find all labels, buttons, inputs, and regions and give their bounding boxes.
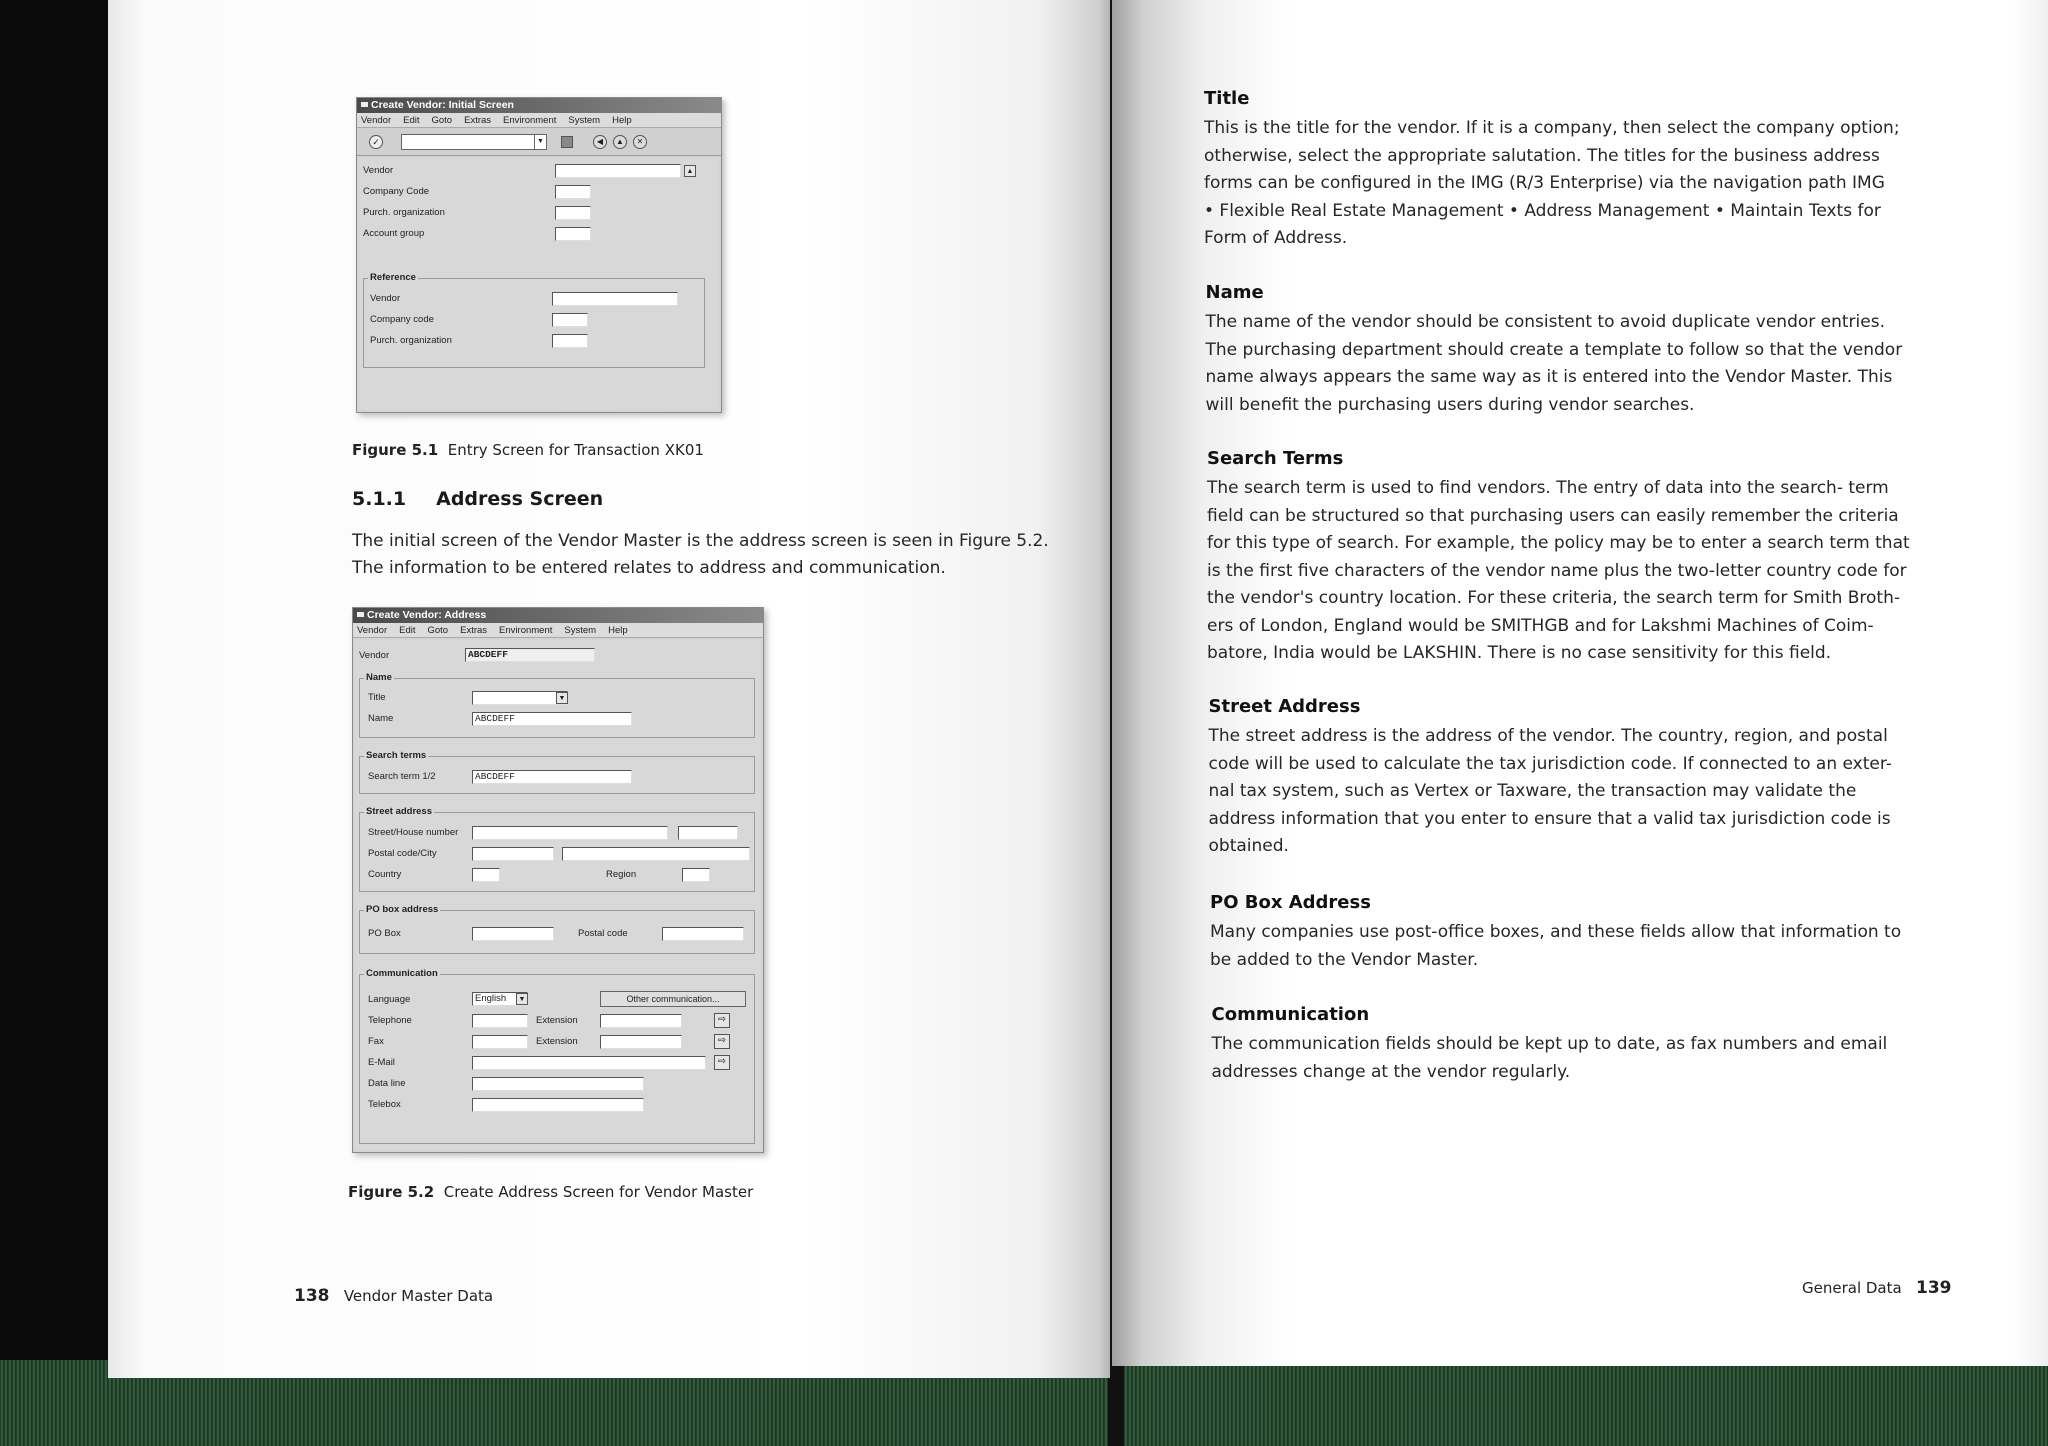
paragraph-line: • Flexible Real Estate Management • Address Management • Maintain Texts for <box>1204 200 1881 221</box>
po-box-postal-label: Postal code <box>578 928 628 939</box>
window-title-bar <box>353 608 763 623</box>
postal-city-label: Postal code/City <box>368 848 437 859</box>
po-box-group <box>359 904 755 954</box>
menu-vendor[interactable]: Vendor <box>357 625 388 636</box>
paragraph-line: The purchasing department should create a template to follow so that the vendor <box>1205 339 1903 360</box>
exit-icon[interactable]: ▲ <box>613 135 627 149</box>
page-number-left: 138 <box>294 1286 330 1306</box>
window-icon <box>361 102 368 107</box>
purch-org-input[interactable] <box>555 206 591 220</box>
right-page-footer <box>1802 1278 1952 1298</box>
section-heading-title: Title <box>1204 88 1250 109</box>
paragraph-line: will benefit the purchasing users during vendor searches. <box>1205 394 1695 415</box>
menu-vendor[interactable]: Vendor <box>361 115 392 126</box>
window-title: Create Vendor: Initial Screen <box>371 99 514 111</box>
section-heading-search-terms: Search Terms <box>1207 448 1344 469</box>
menu-help[interactable]: Help <box>612 115 632 126</box>
search-term-input[interactable]: ABCDEFF <box>472 770 632 784</box>
ref-purch-org-label: Purch. organization <box>370 335 452 346</box>
figure-5-1-caption <box>352 441 704 459</box>
title-label: Title <box>368 692 386 703</box>
language-label: Language <box>368 994 411 1005</box>
paragraph-line: Many companies use post-office boxes, and these fields allow that information to <box>1210 922 1902 942</box>
menu-extras[interactable]: Extras <box>464 115 492 126</box>
menu-edit[interactable]: Edit <box>399 625 416 636</box>
extension-label: Extension <box>536 1015 578 1026</box>
figure-5-2-caption <box>348 1183 753 1201</box>
paragraph-line: for this type of search. For example, the policy may be to enter a search term that <box>1207 533 1910 553</box>
street-input[interactable] <box>472 826 668 840</box>
page-number-right: 139 <box>1916 1278 1952 1298</box>
section-heading-street-address: Street Address <box>1208 696 1361 717</box>
figure-5-1-label: Figure 5.1 <box>352 441 439 459</box>
fax-label: Fax <box>368 1036 384 1047</box>
paragraph-line: nal tax system, such as Vertex or Taxware, the transaction may validate the <box>1208 781 1857 801</box>
ref-company-code-label: Company code <box>370 314 434 325</box>
ref-vendor-label: Vendor <box>370 293 401 304</box>
vendor-label: Vendor <box>363 165 394 176</box>
email-input[interactable] <box>472 1056 706 1070</box>
paragraph-line: This is the title for the vendor. If it is a company, then select the company option; <box>1204 118 1900 138</box>
purch-org-label: Purch. organization <box>363 207 445 218</box>
vendor-input[interactable] <box>555 164 681 178</box>
section-heading-communication: Communication <box>1211 1004 1370 1025</box>
section-title: Address Screen <box>436 488 604 510</box>
arrow-right-icon[interactable]: ⇨ <box>714 1055 730 1070</box>
name-group <box>359 672 755 738</box>
house-number-input[interactable] <box>678 826 738 840</box>
left-page <box>108 0 1110 1378</box>
data-line-input[interactable] <box>472 1077 644 1091</box>
paragraph-line: The search term is used to find vendors. The entry of data into the search- term <box>1207 478 1889 498</box>
section-number: 5.1.1 <box>352 488 407 510</box>
paragraph-line: otherwise, select the appropriate salutation. The titles for the business address <box>1204 145 1880 166</box>
menu-bar <box>353 623 763 638</box>
email-label: E-Mail <box>368 1057 395 1068</box>
section-heading-name: Name <box>1205 282 1264 303</box>
reference-group-title: Reference <box>370 272 416 283</box>
figure-5-2-text: Create Address Screen for Vendor Master <box>443 1183 754 1201</box>
menu-environment[interactable]: Environment <box>503 115 557 126</box>
window-title-bar <box>357 98 721 113</box>
ref-company-code-input[interactable] <box>552 313 588 327</box>
chevron-down-icon[interactable]: ▼ <box>556 692 568 704</box>
country-label: Country <box>368 869 402 880</box>
arrow-right-icon[interactable]: ⇨ <box>714 1034 730 1049</box>
telebox-label: Telebox <box>368 1099 401 1110</box>
name-label: Name <box>368 713 394 724</box>
section-heading <box>352 488 603 510</box>
search-term-label: Search term 1/2 <box>368 771 436 782</box>
menu-edit[interactable]: Edit <box>403 115 420 126</box>
po-box-postal-input[interactable] <box>662 927 744 941</box>
data-line-label: Data line <box>368 1078 406 1089</box>
search-terms-group <box>359 750 755 794</box>
other-communication-button[interactable]: Other communication... <box>600 991 746 1007</box>
postal-code-input[interactable] <box>472 847 554 861</box>
window-icon <box>357 612 364 617</box>
region-input[interactable] <box>682 868 710 882</box>
po-box-input[interactable] <box>472 927 554 941</box>
save-icon[interactable] <box>561 136 573 148</box>
account-group-input[interactable] <box>555 227 591 241</box>
ref-purch-org-input[interactable] <box>552 334 588 348</box>
sap-window-address <box>352 607 764 1153</box>
paragraph-line: code will be used to calculate the tax jurisdiction code. If connected to an exter- <box>1208 753 1892 774</box>
menu-extras[interactable]: Extras <box>460 625 488 636</box>
section-body-line-1: The initial screen of the Vendor Master is the address screen is seen in Figure 5.2. <box>352 531 1049 551</box>
region-label: Region <box>606 869 637 880</box>
telebox-input[interactable] <box>472 1098 644 1112</box>
paragraph-line: field can be structured so that purchasing users can easily remember the criteria <box>1207 505 1899 526</box>
vendor-label: Vendor <box>359 650 390 661</box>
company-code-input[interactable] <box>555 185 591 199</box>
vendor-value: ABCDEFF <box>465 648 595 662</box>
command-field[interactable] <box>401 134 547 150</box>
paragraph-line: is the first five characters of the vendor name plus the two-letter country code for <box>1207 560 1907 581</box>
communication-group <box>359 968 755 1144</box>
section-body-line-2: The information to be entered relates to address and communication. <box>352 558 946 578</box>
paragraph-line: The street address is the address of the vendor. The country, region, and postal <box>1208 726 1888 746</box>
figure-5-2-label: Figure 5.2 <box>348 1183 435 1201</box>
fax-input[interactable] <box>472 1035 528 1049</box>
extension-input[interactable] <box>600 1014 682 1028</box>
name-input[interactable]: ABCDEFF <box>472 712 632 726</box>
paragraph-line: ers of London, England would be SMITHGB and for Lakshmi Machines of Coim- <box>1207 615 1874 636</box>
po-box-label: PO Box <box>368 928 401 939</box>
menu-goto[interactable]: Goto <box>431 115 453 126</box>
menu-bar <box>357 113 721 128</box>
running-head-right: General Data <box>1802 1279 1902 1297</box>
telephone-label: Telephone <box>368 1015 412 1026</box>
paragraph-line: forms can be configured in the IMG (R/3 Enterprise) via the navigation path IMG <box>1204 173 1885 193</box>
reference-group <box>363 272 705 368</box>
search-terms-group-title: Search terms <box>366 750 427 761</box>
menu-system[interactable]: System <box>564 625 597 636</box>
communication-group-title: Communication <box>366 968 438 979</box>
check-icon[interactable]: ✓ <box>369 135 383 149</box>
account-group-label: Account group <box>363 228 425 239</box>
toolbar <box>357 128 721 156</box>
fax-extension-label: Extension <box>536 1036 578 1047</box>
language-select[interactable]: English <box>472 992 528 1006</box>
paragraph-line: Form of Address. <box>1204 228 1348 248</box>
chevron-down-icon[interactable]: ▼ <box>534 135 546 149</box>
paragraph-line: The communication fields should be kept up to date, as fax numbers and email <box>1211 1034 1888 1054</box>
paragraph-line: be added to the Vendor Master. <box>1210 949 1479 970</box>
street-label: Street/House number <box>368 827 459 838</box>
menu-system[interactable]: System <box>568 115 601 126</box>
chevron-down-icon[interactable]: ▼ <box>516 993 528 1005</box>
company-code-label: Company Code <box>363 186 430 197</box>
telephone-input[interactable] <box>472 1014 528 1028</box>
running-head-left: Vendor Master Data <box>343 1287 494 1305</box>
arrow-right-icon[interactable]: ⇨ <box>714 1013 730 1028</box>
country-input[interactable] <box>472 868 500 882</box>
paragraph-line: the vendor's country location. For these criteria, the search term for Smith Broth- <box>1207 588 1900 608</box>
back-icon[interactable]: ◀ <box>593 135 607 149</box>
cancel-icon[interactable]: ✕ <box>633 135 647 149</box>
paragraph-line: addresses change at the vendor regularly. <box>1211 1061 1571 1082</box>
window-body <box>359 158 719 410</box>
title-select[interactable] <box>472 691 568 705</box>
right-page <box>1112 0 2048 1366</box>
paragraph-line: address information that you enter to ensure that a valid tax jurisdiction code is <box>1208 808 1891 829</box>
street-address-group-title: Street address <box>366 806 433 817</box>
section-heading-po-box-address: PO Box Address <box>1210 892 1371 913</box>
figure-5-1-text: Entry Screen for Transaction XK01 <box>447 441 704 459</box>
fax-extension-input[interactable] <box>600 1035 682 1049</box>
po-box-group-title: PO box address <box>366 904 439 915</box>
menu-help[interactable]: Help <box>608 625 628 636</box>
menu-goto[interactable]: Goto <box>427 625 449 636</box>
paragraph-line: The name of the vendor should be consistent to avoid duplicate vendor entries. <box>1205 312 1885 332</box>
paragraph-line: batore, India would be LAKSHIN. There is no case sensitivity for this field. <box>1207 643 1832 663</box>
paragraph-line: name always appears the same way as it is entered into the Vendor Master. This <box>1205 367 1893 387</box>
left-page-footer <box>294 1286 493 1306</box>
menu-environment[interactable]: Environment <box>499 625 553 636</box>
paragraph-line: obtained. <box>1208 836 1289 856</box>
window-title: Create Vendor: Address <box>367 609 487 621</box>
window-body <box>355 640 761 1150</box>
city-input[interactable] <box>562 847 750 861</box>
name-group-title: Name <box>366 672 392 683</box>
sap-window-initial-screen <box>356 97 722 413</box>
street-address-group <box>359 806 755 892</box>
ref-vendor-input[interactable] <box>552 292 678 306</box>
matchcode-icon[interactable]: ▲ <box>684 165 696 177</box>
